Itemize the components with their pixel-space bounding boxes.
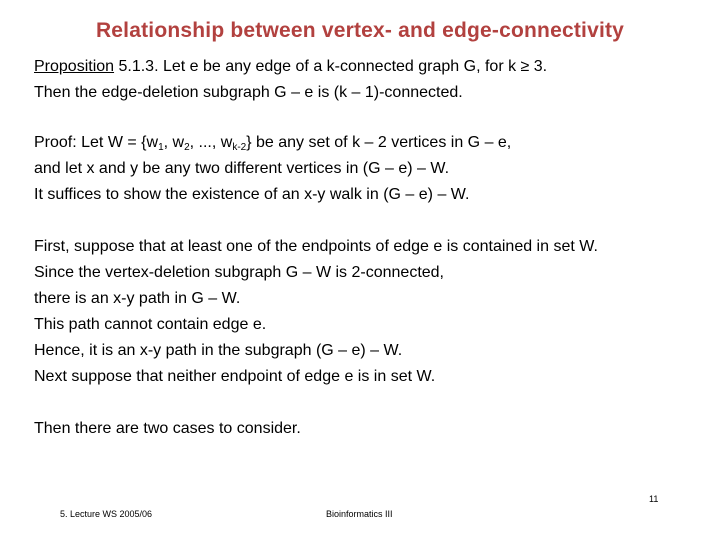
proof-text-d: } be any set of k – 2 vertices in G – e,	[246, 134, 512, 151]
case1-line-5: Hence, it is an x-y path in the subgraph (G – e) – W.	[34, 342, 403, 359]
slide-title: Relationship between vertex- and edge-connectivity	[95, 19, 625, 42]
proof-line-1	[34, 133, 511, 153]
proof-text-b: , w	[163, 134, 185, 151]
proposition-line-1	[34, 57, 547, 77]
case1-line-3: there is an x-y path in G – W.	[34, 290, 241, 307]
footer-lecture: 5. Lecture WS 2005/06	[60, 509, 153, 519]
subscript-k-2: k-2	[232, 142, 247, 153]
proposition-text-1: 5.1.3. Let e be any edge of a k-connected graph G, for k ≥ 3.	[114, 58, 548, 75]
case1-line-2: Since the vertex-deletion subgraph G – W is 2-connected,	[34, 264, 444, 281]
case1-line-6: Next suppose that neither endpoint of edge e is in set W.	[34, 368, 436, 385]
proof-line-3: It suffices to show the existence of an x-y walk in (G – e) – W.	[34, 186, 470, 203]
proof-line-2: and let x and y be any two different vertices in (G – e) – W.	[34, 160, 450, 177]
footer-course: Bioinformatics III	[326, 509, 393, 519]
proof-text-a: Proof: Let W = {w	[34, 134, 159, 151]
proposition-line-2: Then the edge-deletion subgraph G – e is (k – 1)-connected.	[34, 84, 463, 101]
subscript-2: 2	[184, 142, 190, 153]
conclusion-line: Then there are two cases to consider.	[34, 420, 301, 437]
page-number: 11	[649, 494, 659, 504]
proposition-label: Proposition	[34, 58, 115, 75]
proof-text-c: , ..., w	[189, 134, 233, 151]
case1-line-4: This path cannot contain edge e.	[34, 316, 267, 333]
subscript-1: 1	[158, 142, 164, 153]
case1-line-1: First, suppose that at least one of the endpoints of edge e is contained in set W.	[34, 238, 598, 255]
